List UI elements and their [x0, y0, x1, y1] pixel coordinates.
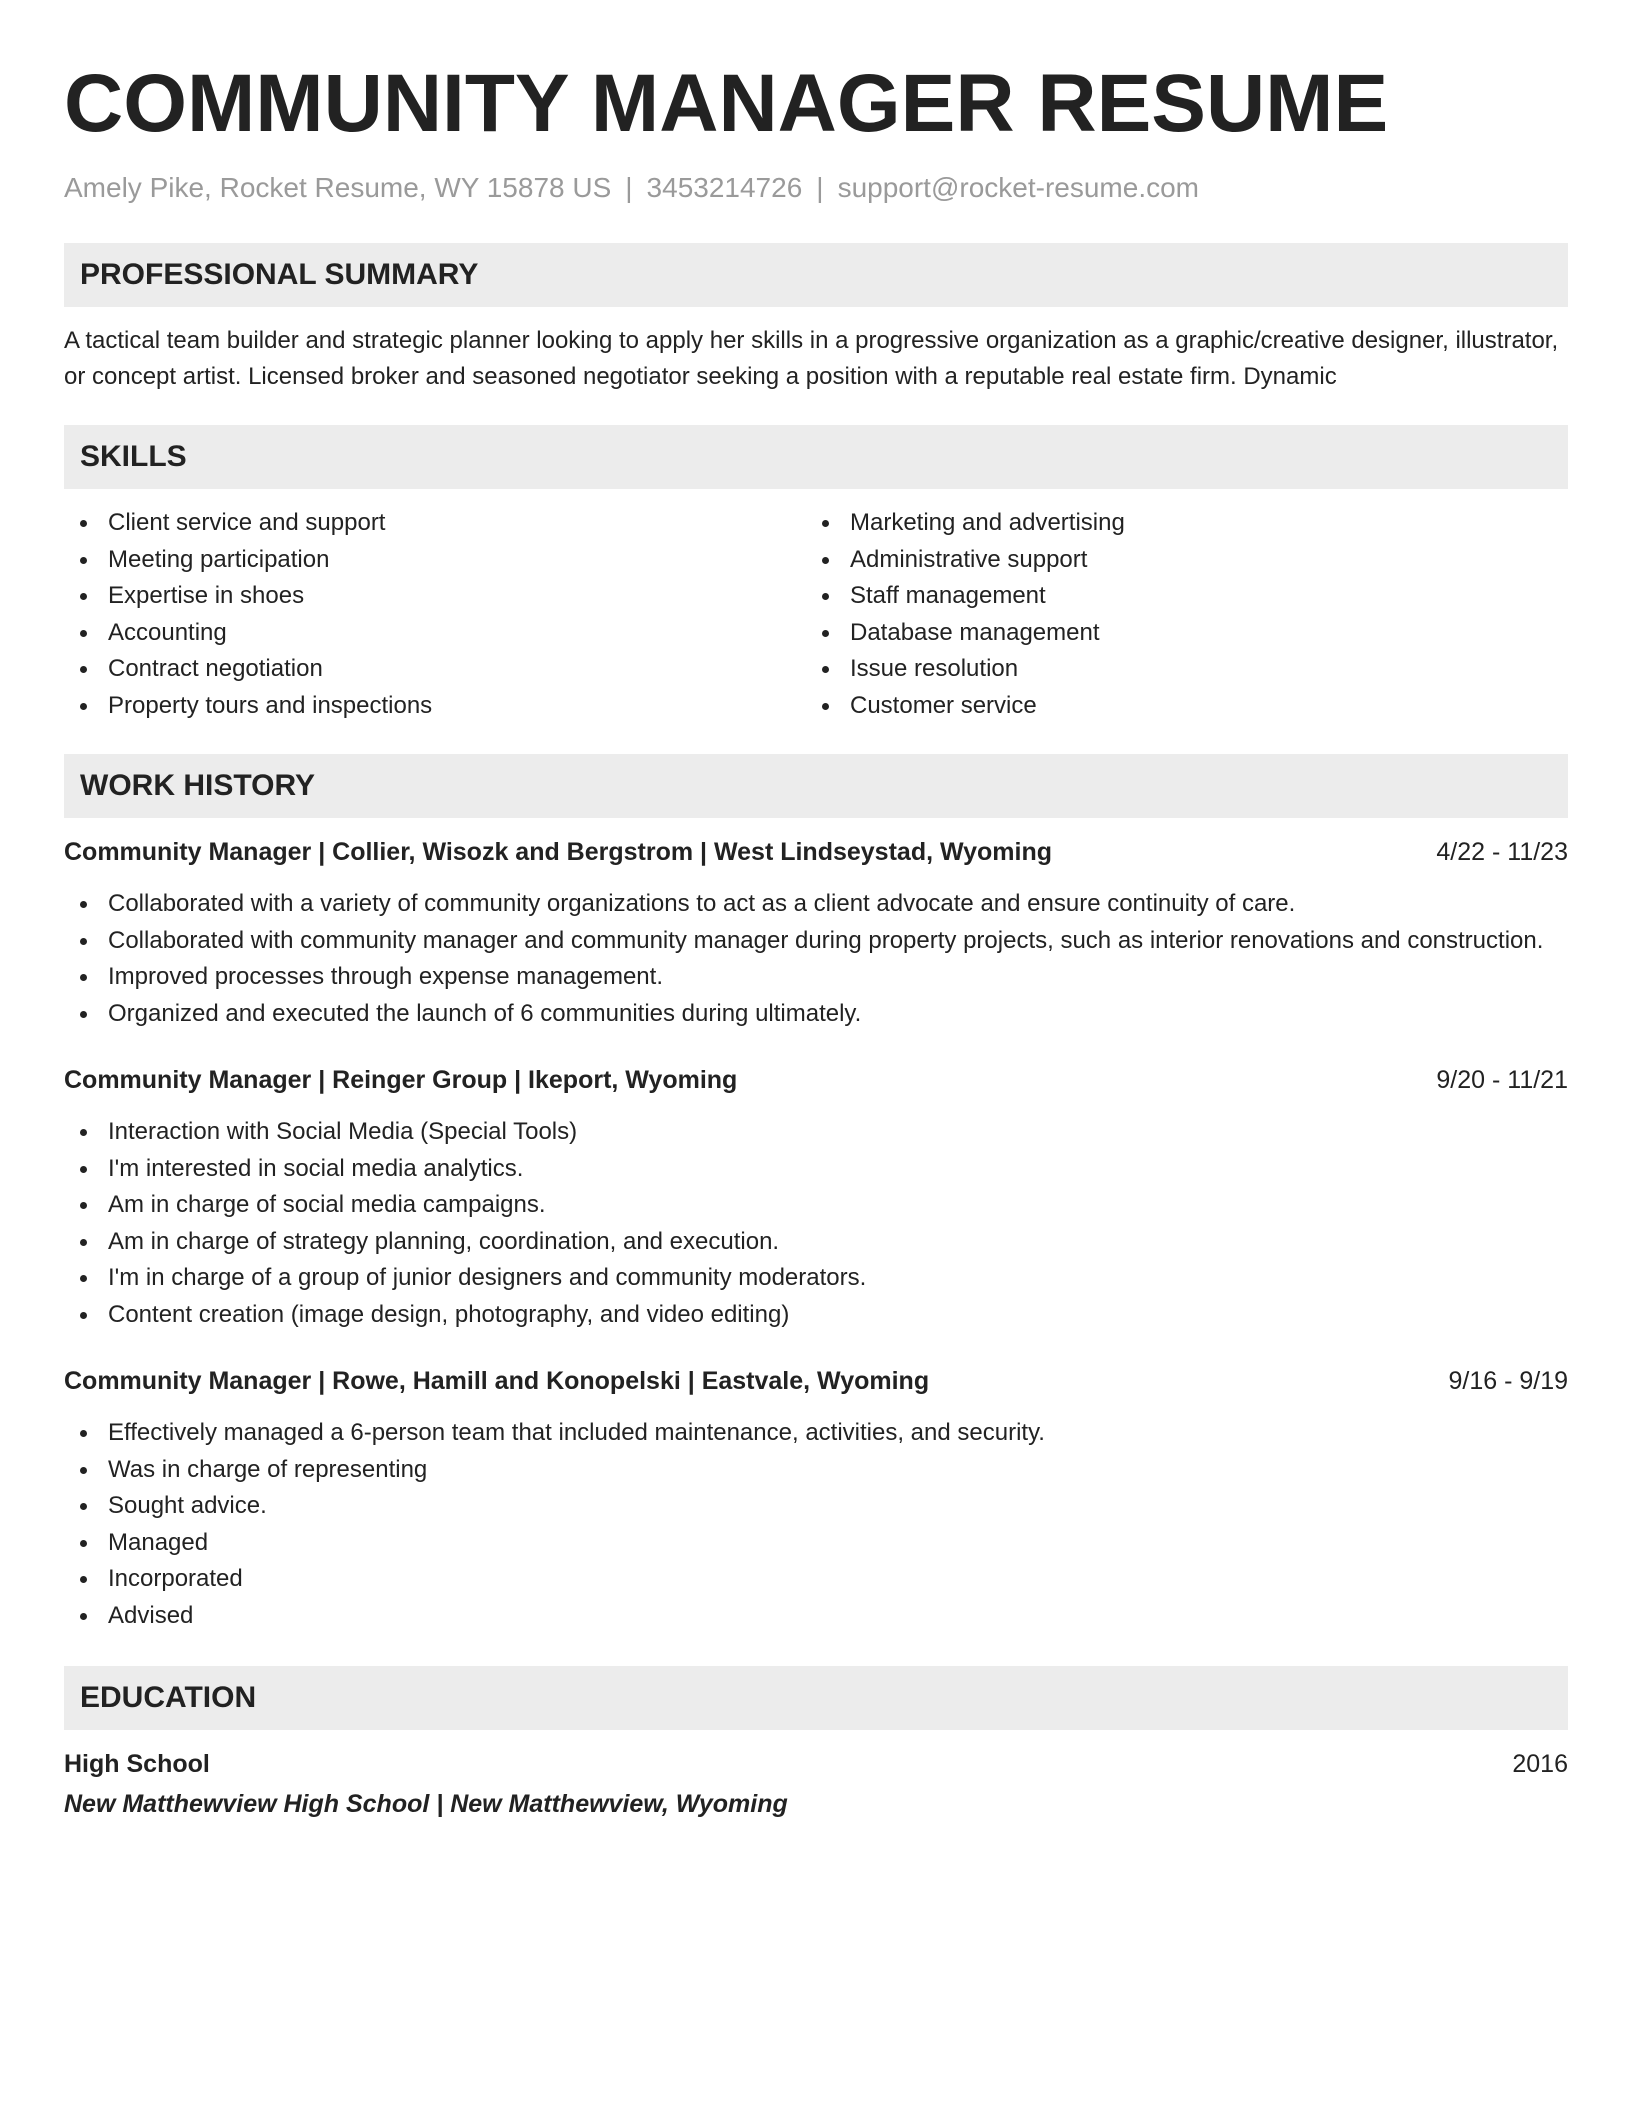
job-bullet: Sought advice.: [64, 1488, 1568, 1525]
job-title: Community Manager | Rowe, Hamill and Konopelski | Eastvale, Wyoming: [64, 1367, 930, 1395]
education-year: 2016: [1512, 1750, 1568, 1778]
skills-heading: SKILLS: [64, 425, 1568, 489]
education-school: New Matthewview High School | New Matthewview, Wyoming: [64, 1790, 788, 1818]
skill-item: Database management: [806, 615, 1548, 652]
job-bullets: [64, 1114, 1568, 1333]
job-dates: 9/16 - 9/19: [1448, 1367, 1568, 1395]
skills-section: [64, 425, 1568, 724]
education-header: [64, 1746, 1568, 1782]
job-entry: [64, 1062, 1568, 1333]
summary-text: A tactical team builder and strategic planner looking to apply her skills in a progressive organization as a graphic/creative designer, illustrator, or concept artist. Licensed broker and seasoned negotiator seeking a position with a reputable real estate firm. Dynamic: [64, 327, 1559, 390]
contact-separator: |: [625, 172, 633, 203]
job-entry: [64, 834, 1568, 1032]
job-bullet: Am in charge of strategy planning, coordination, and execution.: [64, 1224, 1568, 1261]
job-header: [64, 834, 1568, 870]
work-section: [64, 754, 1568, 1634]
job-bullet: Collaborated with community manager and community manager during property projects, such as interior renovations and construction.: [64, 923, 1568, 960]
skill-item: Property tours and inspections: [64, 688, 806, 725]
job-dates: 4/22 - 11/23: [1436, 838, 1568, 866]
contact-email[interactable]: support@rocket-resume.com: [837, 172, 1199, 203]
job-bullet: Am in charge of social media campaigns.: [64, 1187, 1568, 1224]
resume-title: COMMUNITY MANAGER RESUME: [64, 58, 1389, 149]
job-bullets: [64, 886, 1568, 1032]
skill-item: Accounting: [64, 615, 806, 652]
education-degree: High School: [64, 1750, 210, 1778]
job-bullet: Collaborated with a variety of community organizations to act as a client advocate and ensure continuity of care.: [64, 886, 1568, 923]
job-bullets: [64, 1415, 1568, 1634]
job-title: Community Manager | Collier, Wisozk and Bergstrom | West Lindseystad, Wyoming: [64, 838, 1053, 866]
job-header: [64, 1062, 1568, 1098]
job-entry: [64, 1363, 1568, 1634]
job-bullet: Advised: [64, 1598, 1568, 1635]
job-bullet: I'm in charge of a group of junior designers and community moderators.: [64, 1260, 1568, 1297]
skill-item: Issue resolution: [806, 651, 1548, 688]
skill-item: Contract negotiation: [64, 651, 806, 688]
contact-separator: |: [816, 172, 824, 203]
job-dates: 9/20 - 11/21: [1436, 1066, 1568, 1094]
job-bullet: Content creation (image design, photography, and video editing): [64, 1297, 1568, 1334]
contact-phone: 3453214726: [646, 172, 803, 203]
job-title: Community Manager | Reinger Group | Ikeport, Wyoming: [64, 1066, 738, 1094]
skill-item: Expertise in shoes: [64, 578, 806, 615]
resume-page: [64, 56, 1568, 1822]
job-bullet: Incorporated: [64, 1561, 1568, 1598]
education-section: [64, 1666, 1568, 1822]
skills-list-left: [64, 505, 806, 724]
summary-heading: PROFESSIONAL SUMMARY: [64, 243, 1568, 307]
job-bullet: I'm interested in social media analytics.: [64, 1151, 1568, 1188]
skill-item: Customer service: [806, 688, 1548, 725]
skill-item: Marketing and advertising: [806, 505, 1548, 542]
work-heading: WORK HISTORY: [64, 754, 1568, 818]
summary-section: [64, 243, 1568, 395]
job-bullet: Managed: [64, 1525, 1568, 1562]
job-header: [64, 1363, 1568, 1399]
contact-address: Amely Pike, Rocket Resume, WY 15878 US: [64, 172, 612, 203]
skills-grid: [64, 505, 1568, 724]
skills-list-right: [806, 505, 1548, 724]
skill-item: Administrative support: [806, 542, 1548, 579]
job-bullet: Was in charge of representing: [64, 1452, 1568, 1489]
contact-line: [64, 170, 1568, 206]
skill-item: Staff management: [806, 578, 1548, 615]
job-bullet: Organized and executed the launch of 6 communities during ultimately.: [64, 996, 1568, 1033]
education-heading: EDUCATION: [64, 1666, 1568, 1730]
job-bullet: Effectively managed a 6-person team that included maintenance, activities, and security.: [64, 1415, 1568, 1452]
skill-item: Meeting participation: [64, 542, 806, 579]
job-bullet: Improved processes through expense management.: [64, 959, 1568, 996]
skill-item: Client service and support: [64, 505, 806, 542]
job-bullet: Interaction with Social Media (Special Tools): [64, 1114, 1568, 1151]
